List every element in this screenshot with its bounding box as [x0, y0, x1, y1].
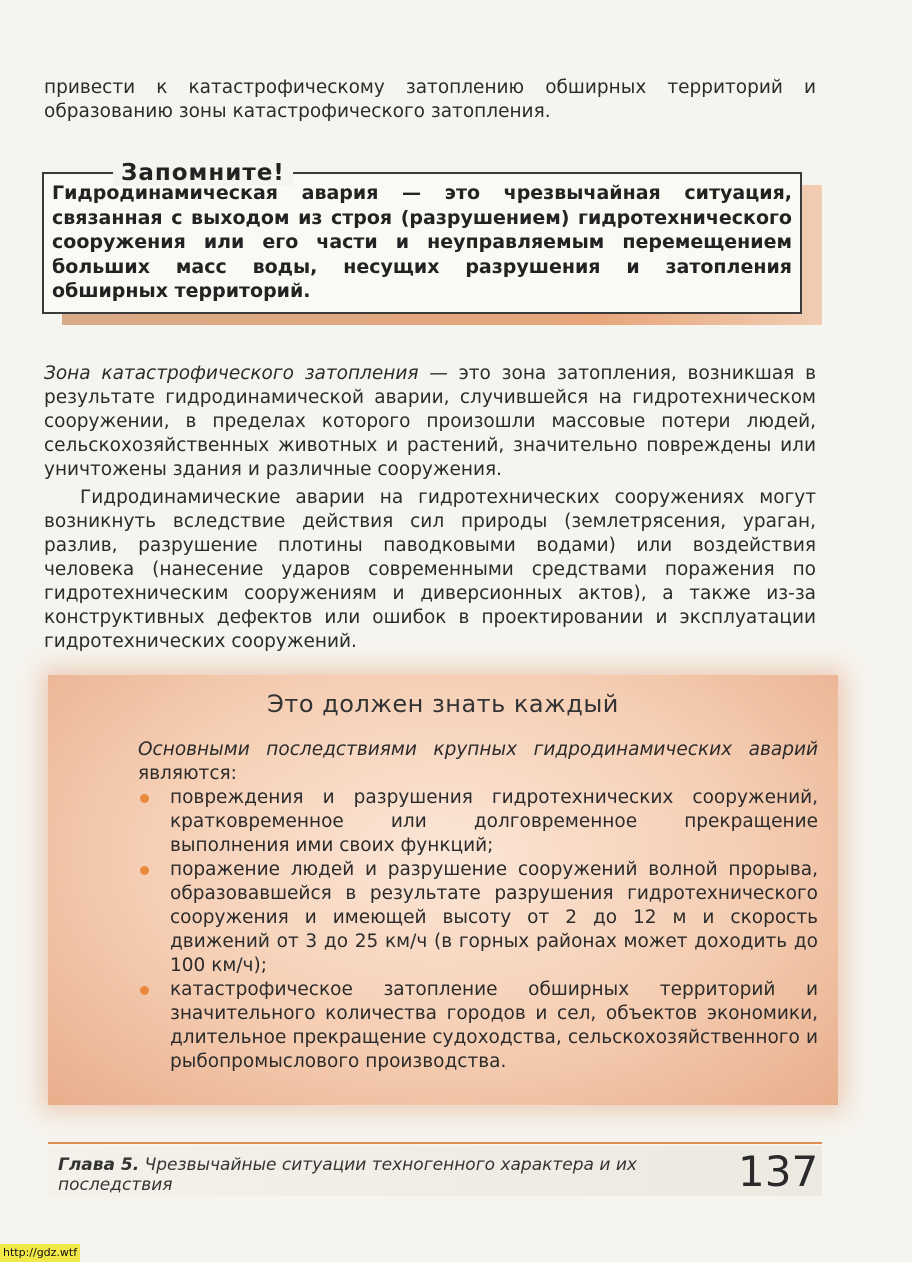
list-item — [138, 786, 818, 858]
definition-text: — это зона затопления, возникшая в результате гидродинамической аварии, случившейся на гидротехническом сооружении, в пределах которого произошли массовые потери людей, сельскохозяйственных животных и растений, значительно повреждены или уничтожены здания и различные сооружения. — [44, 363, 816, 480]
intro-paragraph: привести к катастрофическому затоплению обширных территорий и образованию зоны катастрофического затопления. — [44, 77, 816, 122]
chapter-title: Чрезвычайные ситуации техногенного характера и их последствия — [58, 1155, 637, 1195]
list-item-text: поражение людей и разрушение сооружений волной прорыва, образовавшейся в результате разрушения гидротехнического сооружения и имеющей высоту от 2 до 12 м и скорость движений от 3 до 25 км/ч (в горных районах может доходить до 100 км/ч); — [170, 859, 818, 976]
remember-title: Запомните! — [113, 160, 293, 186]
definition-term: Зона катастрофического затопления — [44, 363, 419, 384]
remember-text: Гидродинамическая авария — это чрезвычайная ситуация, связанная с выходом из строя (разрушением) гидротехнического сооружения или его части и неуправляемым перемещением больших масс воды, несущих разрушения и затопления обширных территорий. — [52, 182, 792, 302]
list-item — [138, 858, 818, 978]
chapter-label: Глава 5. — [58, 1155, 140, 1175]
bullet-dot-icon — [140, 986, 149, 995]
list-item — [138, 978, 818, 1074]
list-item-text: катастрофическое затопление обширных территорий и значительного количества городов и сел, объектов экономики, длительное прекращение судоходства, сельскохозяйственного и рыбопромыслового производства. — [170, 979, 818, 1072]
chapter-caption — [58, 1155, 698, 1195]
footer-rule — [48, 1142, 822, 1144]
definition-paragraph — [44, 362, 816, 482]
list-item-text: повреждения и разрушения гидротехнических сооружений, кратковременное или долговременное прекращение выполнения ими своих функций; — [170, 787, 818, 856]
must-know-title: Это должен знать каждый — [267, 690, 619, 718]
watermark-link[interactable]: http://gdz.wtf — [0, 1244, 80, 1262]
must-know-lead — [138, 738, 818, 786]
bullet-dot-icon — [140, 794, 149, 803]
must-know-lead-term: Основными последствиями крупных гидродинамических аварий — [138, 739, 818, 760]
bullet-dot-icon — [140, 866, 149, 875]
consequences-list — [138, 786, 818, 1074]
causes-paragraph: Гидродинамические аварии на гидротехнических сооружениях могут возникнуть вследствие действия сил природы (землетрясения, ураган, разлив, разрушение плотины паводковыми водами) или воздействия человека (нанесение ударов современными средствами поражения по гидротехническим сооружениям и диверсионных актов), а также из-за конструктивных дефектов или ошибок в проектировании и эксплуатации гидротехнических сооружений. — [44, 487, 816, 652]
page-number: 137 — [738, 1147, 819, 1196]
must-know-lead-rest: являются: — [138, 763, 237, 784]
